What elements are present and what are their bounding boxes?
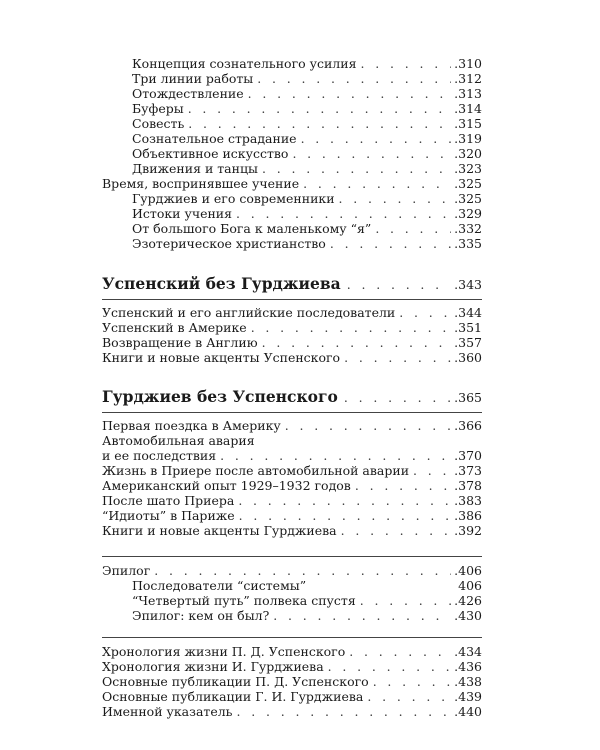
leader-dots xyxy=(262,161,451,176)
section-title: Успенский без Гурджиева xyxy=(102,274,341,293)
leader-dots xyxy=(328,659,451,674)
toc-block-3 xyxy=(102,418,482,538)
toc-entry-title: Именной указатель xyxy=(102,704,233,719)
toc-entry-page: .373 xyxy=(454,463,482,478)
toc-entry-page: .310 xyxy=(454,56,482,71)
toc-entry[interactable] xyxy=(102,563,482,578)
toc-entry-title: Книги и новые акценты Гурджиева xyxy=(102,523,337,538)
toc-entry-title: Возвращение в Англию xyxy=(102,335,258,350)
toc-entry-page: .320 xyxy=(454,146,482,161)
leader-dots xyxy=(341,523,452,538)
leader-dots xyxy=(355,478,451,493)
toc-entry[interactable] xyxy=(102,131,482,146)
toc-entry-page: .438 xyxy=(454,674,482,689)
toc-entry-page: .319 xyxy=(454,131,482,146)
toc-entry-title: Объективное искусство xyxy=(132,146,289,161)
section-page: .365 xyxy=(454,390,482,405)
toc-entry[interactable] xyxy=(102,56,482,71)
toc-entry[interactable] xyxy=(102,508,482,523)
toc-entry-title: Сознательное страдание xyxy=(132,131,297,146)
leader-dots xyxy=(285,418,451,433)
toc-entry-page: .434 xyxy=(454,644,482,659)
leader-dots xyxy=(373,674,451,689)
toc-entry-page: .351 xyxy=(454,320,482,335)
toc-entry[interactable] xyxy=(102,689,482,704)
toc-entry-title: Истоки учения xyxy=(132,206,233,221)
leader-dots xyxy=(238,493,451,508)
toc-entry-title: Хронология жизни И. Гурджиева xyxy=(102,659,324,674)
toc-block-5 xyxy=(102,644,482,719)
toc-entry-page: .383 xyxy=(454,493,482,508)
toc-entry[interactable] xyxy=(102,191,482,206)
toc-entry-page: .430 xyxy=(454,608,482,623)
toc-entry-title: От большого Бога к маленькому “я” xyxy=(132,221,372,236)
toc-entry-title: После шато Приера xyxy=(102,493,235,508)
toc-entry-page: .335 xyxy=(454,236,482,251)
toc-entry-page: .325 xyxy=(454,176,482,191)
leader-dots xyxy=(236,704,451,719)
toc-entry-page: .439 xyxy=(454,689,482,704)
toc-entry[interactable] xyxy=(102,146,482,161)
toc-entry-title: и ее последствия xyxy=(102,448,217,463)
toc-entry-title: Последователи “системы” xyxy=(132,578,307,593)
leader-dots xyxy=(292,146,451,161)
toc-entry-page: .344 xyxy=(454,305,482,320)
leader-dots xyxy=(236,206,451,221)
leader-dots xyxy=(413,463,451,478)
toc-entry-page: .378 xyxy=(454,478,482,493)
toc-entry[interactable] xyxy=(102,206,482,221)
leader-dots xyxy=(347,275,451,295)
toc-entry-page: .312 xyxy=(454,71,482,86)
toc-block-1 xyxy=(102,56,482,251)
toc-entry[interactable] xyxy=(102,593,482,608)
leader-dots xyxy=(188,101,451,116)
toc-entry[interactable] xyxy=(102,305,482,320)
toc-entry-title: Основные публикации Г. И. Гурджиева xyxy=(102,689,364,704)
toc-entry[interactable] xyxy=(102,161,482,176)
toc-entry-title: Первая поездка в Америку xyxy=(102,418,281,433)
toc-entry-title: Американский опыт 1929–1932 годов xyxy=(102,478,351,493)
toc-entry-page: .315 xyxy=(454,116,482,131)
section-page: .343 xyxy=(454,277,482,292)
toc-entry-page: .314 xyxy=(454,101,482,116)
toc-entry-title: “Четвертый путь” полвека спустя xyxy=(132,593,356,608)
toc-entry[interactable] xyxy=(102,578,482,593)
toc-entry-title: Отождествление xyxy=(132,86,244,101)
leader-dots xyxy=(360,56,451,71)
toc-entry-page: .370 xyxy=(454,448,482,463)
toc-entry-title: “Идиоты” в Париже xyxy=(102,508,235,523)
leader-dots xyxy=(367,689,451,704)
toc-entry-title: Совесть xyxy=(132,116,185,131)
toc-entry-page: .313 xyxy=(454,86,482,101)
leader-dots xyxy=(344,388,451,408)
table-of-contents xyxy=(102,56,482,719)
leader-dots xyxy=(251,320,451,335)
toc-entry-title: Эпилог: кем он был? xyxy=(132,608,270,623)
toc-entry-page: .392 xyxy=(454,523,482,538)
toc-entry[interactable] xyxy=(102,101,482,116)
toc-entry[interactable] xyxy=(102,176,482,191)
leader-dots xyxy=(188,116,451,131)
toc-entry-title: Основные публикации П. Д. Успенского xyxy=(102,674,369,689)
toc-entry[interactable] xyxy=(102,221,482,236)
toc-entry-title: Успенский и его английские последователи xyxy=(102,305,396,320)
toc-entry-page: .426 xyxy=(454,593,482,608)
leader-dots xyxy=(303,176,451,191)
leader-dots xyxy=(248,86,452,101)
toc-entry[interactable] xyxy=(102,704,482,719)
toc-entry[interactable] xyxy=(102,644,482,659)
leader-dots xyxy=(330,236,451,251)
toc-entry[interactable] xyxy=(102,236,482,251)
leader-dots xyxy=(262,335,452,350)
toc-entry-title: Жизнь в Приере после автомобильной аварии xyxy=(102,463,410,478)
leader-dots xyxy=(349,644,451,659)
toc-entry-page: .386 xyxy=(454,508,482,523)
toc-entry[interactable] xyxy=(102,335,482,350)
toc-entry-title: Гурджиев и его современники xyxy=(132,191,335,206)
toc-entry[interactable] xyxy=(102,478,482,493)
section-heading[interactable] xyxy=(102,387,482,407)
toc-entry-title: Эпилог xyxy=(102,563,151,578)
toc-entry[interactable] xyxy=(102,448,482,463)
leader-dots xyxy=(375,221,451,236)
toc-entry-page: .325 xyxy=(454,191,482,206)
leader-dots xyxy=(239,508,451,523)
leader-dots xyxy=(301,131,452,146)
toc-entry-title: Три линии работы xyxy=(132,71,254,86)
toc-entry[interactable] xyxy=(102,659,482,674)
section-heading[interactable] xyxy=(102,274,482,294)
toc-entry-title: Эзотерическое христианство xyxy=(132,236,326,251)
toc-block-4 xyxy=(102,563,482,623)
toc-entry[interactable] xyxy=(102,463,482,478)
toc-entry-page: .329 xyxy=(454,206,482,221)
toc-entry-title: Хронология жизни П. Д. Успенского xyxy=(102,644,346,659)
toc-entry[interactable] xyxy=(102,86,482,101)
toc-entry-title: Время, воспринявшее учение xyxy=(102,176,300,191)
section-title: Гурджиев без Успенского xyxy=(102,387,338,406)
toc-entry[interactable] xyxy=(102,71,482,86)
toc-entry[interactable] xyxy=(102,433,482,448)
toc-entry-page: .360 xyxy=(454,350,482,365)
toc-entry-title: Буферы xyxy=(132,101,184,116)
toc-block-2 xyxy=(102,305,482,365)
leader-dots xyxy=(399,305,451,320)
toc-entry-page: .440 xyxy=(454,704,482,719)
leader-dots xyxy=(339,191,452,206)
toc-entry-page: .323 xyxy=(454,161,482,176)
toc-entry-page: .366 xyxy=(454,418,482,433)
leader-dots xyxy=(154,563,451,578)
toc-entry-page: .357 xyxy=(454,335,482,350)
toc-entry[interactable] xyxy=(102,320,482,335)
toc-entry[interactable] xyxy=(102,350,482,365)
toc-entry[interactable] xyxy=(102,418,482,433)
toc-entry-page: .406 xyxy=(454,563,482,578)
leader-dots xyxy=(257,71,451,86)
toc-entry-page: 406 xyxy=(458,578,482,593)
toc-entry-title: Книги и новые акценты Успенского xyxy=(102,350,341,365)
toc-entry[interactable] xyxy=(102,493,482,508)
toc-entry-title: Автомобильная авария xyxy=(102,433,255,448)
toc-entry-title: Концепция сознательного усилия xyxy=(132,56,357,71)
leader-dots xyxy=(344,350,451,365)
toc-entry-title: Успенский в Америке xyxy=(102,320,247,335)
toc-entry-page: .332 xyxy=(454,221,482,236)
toc-entry[interactable] xyxy=(102,523,482,538)
toc-entry[interactable] xyxy=(102,608,482,623)
leader-dots xyxy=(360,593,451,608)
toc-entry-page: .436 xyxy=(454,659,482,674)
leader-dots xyxy=(220,448,451,463)
toc-entry[interactable] xyxy=(102,116,482,131)
toc-entry-title: Движения и танцы xyxy=(132,161,258,176)
toc-entry[interactable] xyxy=(102,674,482,689)
leader-dots xyxy=(273,608,451,623)
